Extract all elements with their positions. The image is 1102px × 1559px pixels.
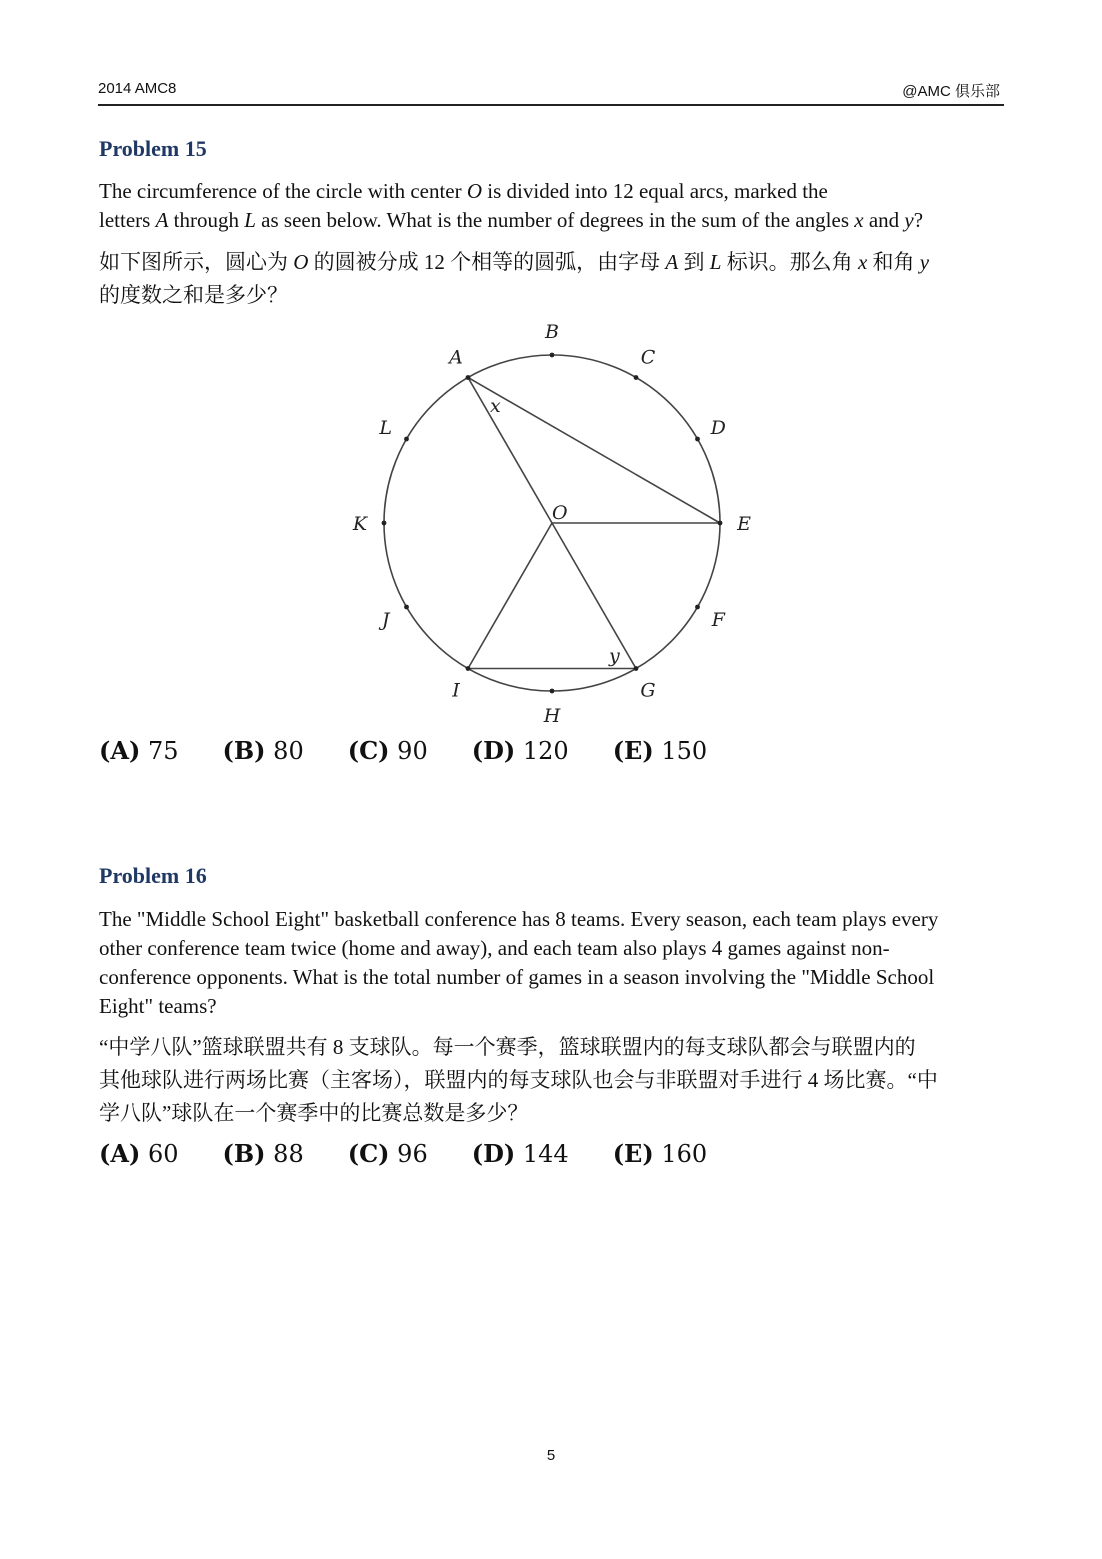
choice-b[interactable]	[223, 1139, 304, 1168]
text: 标识。那么角	[721, 250, 858, 274]
choice-a[interactable]	[99, 1139, 179, 1168]
problem-15-english	[99, 177, 1004, 235]
choice-letter: (D)	[471, 736, 516, 765]
point-A	[466, 375, 471, 380]
point-C	[634, 375, 639, 380]
text: 如下图所示，圆心为	[99, 250, 294, 274]
choice-value: 60	[147, 1140, 179, 1168]
p16-en-line-4: Eight" teams?	[99, 994, 217, 1018]
point-label-K: K	[352, 513, 368, 535]
var-O: O	[293, 250, 309, 274]
point-label-D: D	[710, 417, 726, 439]
point-H	[550, 689, 555, 694]
choice-value: 96	[397, 1140, 428, 1168]
var-x: x	[854, 208, 864, 232]
p15-cn-line-1	[99, 246, 1004, 279]
var-x: x	[857, 250, 868, 274]
problem-16-title: Problem 16	[99, 863, 207, 888]
choice-c[interactable]	[348, 1139, 428, 1168]
text: through	[168, 208, 245, 232]
problem-16-chinese	[99, 1031, 1004, 1130]
text: 和角	[867, 250, 920, 274]
segment-A-E	[468, 378, 720, 524]
problem-16-choices	[99, 1139, 751, 1168]
page-number: 5	[546, 1447, 556, 1464]
choice-letter: (A)	[99, 736, 141, 765]
choice-value: 75	[147, 737, 179, 765]
point-K	[382, 521, 387, 526]
choice-c[interactable]	[348, 736, 428, 765]
point-D	[695, 437, 700, 442]
problem-15-title: Problem 15	[99, 136, 207, 161]
circle-diagram	[330, 320, 770, 730]
problem-15-chinese	[99, 246, 1004, 312]
text: letters	[99, 208, 156, 232]
text: The circumference of the circle with center	[99, 179, 467, 203]
var-A: A	[665, 250, 679, 274]
segment-O-A	[468, 378, 552, 524]
point-G	[634, 666, 639, 671]
point-label-E: E	[737, 513, 751, 535]
text: ?	[913, 208, 924, 232]
var-y: y	[919, 250, 930, 274]
point-label-C: C	[640, 346, 656, 369]
point-label-J: J	[381, 609, 390, 631]
text: and	[863, 208, 905, 232]
choice-d[interactable]	[472, 736, 569, 765]
header-left: 2014 AMC8	[98, 80, 177, 97]
point-label-G: G	[640, 679, 656, 702]
p16-cn-line-3: 学八队”球队在一个赛季中的比赛总数是多少？	[99, 1101, 529, 1125]
choice-e[interactable]	[613, 736, 707, 765]
text: as seen below. What is the number of degrees in the sum of the angles	[255, 208, 855, 232]
angle-y-label: y	[609, 645, 620, 667]
var-L: L	[244, 208, 256, 232]
choice-value: 160	[661, 1140, 708, 1168]
choice-letter: (C)	[347, 736, 390, 765]
point-label-I: I	[452, 679, 460, 702]
header-right: @AMC 俱乐部	[902, 83, 1000, 100]
choice-letter: (B)	[222, 736, 266, 765]
point-label-H: H	[543, 705, 561, 727]
point-label-B: B	[545, 321, 559, 343]
var-y: y	[904, 208, 914, 232]
p15-cn-line-2: 的度数之和是多少？	[99, 283, 288, 307]
angle-x-label: x	[490, 395, 501, 417]
segment-O-G	[552, 523, 636, 669]
var-O: O	[466, 179, 483, 203]
point-L	[404, 437, 409, 442]
p15-en-line-2	[99, 206, 1004, 235]
choice-value: 88	[273, 1140, 304, 1168]
choice-value: 90	[397, 737, 428, 765]
point-label-A: A	[449, 346, 463, 369]
segment-O-I	[468, 523, 552, 669]
choice-letter: (C)	[347, 1139, 390, 1168]
choice-value: 120	[522, 737, 569, 765]
choice-value: 150	[661, 737, 708, 765]
text: is divided into 12 equal arcs, marked the	[482, 179, 828, 203]
point-E	[718, 521, 723, 526]
text: 的圆被分成 12 个相等的圆弧，由字母	[308, 250, 666, 274]
point-label-F: F	[711, 609, 725, 631]
point-label-L: L	[379, 417, 393, 439]
choice-letter: (D)	[471, 1139, 516, 1168]
choice-value: 144	[522, 1140, 569, 1168]
point-J	[404, 605, 409, 610]
choice-letter: (A)	[99, 1139, 141, 1168]
point-I	[466, 666, 471, 671]
var-A: A	[155, 208, 169, 232]
choice-d[interactable]	[472, 1139, 569, 1168]
p16-en-line-2: other conference team twice (home and away), and each team also plays 4 games against non-	[99, 936, 890, 960]
p16-en-line-1: The "Middle School Eight" basketball conference has 8 teams. Every season, each team plays every	[99, 907, 939, 931]
page-header	[98, 80, 1004, 106]
p16-cn-line-1: “中学八队”篮球联盟共有 8 支球队。每一个赛季，篮球联盟内的每支球队都会与联盟内的	[99, 1035, 916, 1059]
p16-cn-line-2: 其他球队进行两场比赛（主客场），联盟内的每支球队也会与非联盟对手进行 4 场比赛。“中	[99, 1068, 938, 1092]
p15-en-line-1	[99, 177, 1004, 206]
problem-16-english	[99, 905, 1004, 1021]
text: 到	[678, 250, 710, 274]
point-F	[695, 605, 700, 610]
center-label: O	[552, 502, 568, 524]
choice-letter: (B)	[222, 1139, 266, 1168]
p16-en-line-3: conference opponents. What is the total number of games in a season involving the "Middle School	[99, 965, 935, 989]
choice-b[interactable]	[223, 736, 304, 765]
choice-letter: (E)	[612, 736, 654, 765]
point-B	[550, 353, 555, 358]
var-L: L	[709, 250, 722, 274]
choice-value: 80	[273, 737, 304, 765]
choice-a[interactable]	[99, 736, 179, 765]
choice-e[interactable]	[613, 1139, 707, 1168]
choice-letter: (E)	[612, 1139, 654, 1168]
problem-15-choices	[99, 736, 751, 765]
